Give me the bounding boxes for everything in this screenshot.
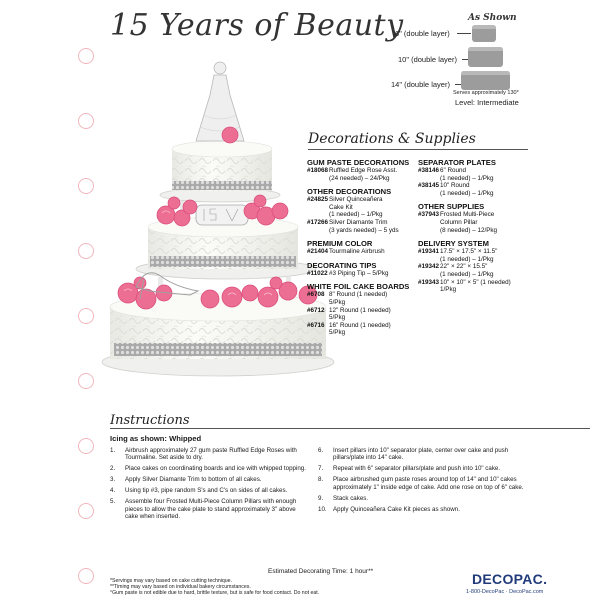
item-desc: 22" × 22" × 15.5" (1 needed) – 1/Pkg (440, 263, 494, 278)
steps-left (110, 447, 310, 524)
item-code: #38146 (418, 167, 440, 174)
step-number: 7. (318, 465, 324, 473)
steps-right (318, 447, 528, 517)
supply-item (307, 322, 415, 337)
supply-item (307, 167, 415, 182)
step-item (318, 506, 528, 513)
item-desc: #3 Piping Tip – 5/Pkg (329, 269, 389, 277)
step-text: Place cakes on coordinating boards and ice with whipped topping. (125, 465, 306, 473)
section-heading: OTHER DECORATIONS (307, 187, 392, 197)
tier-label-14: 14" (double layer) (391, 80, 450, 89)
skill-level: Level: Intermediate (455, 98, 519, 107)
step-text: Assemble four Frosted Multi-Piece Column Pillars with enough pieces to allow the cake plate to stand approximately 3" above cake when inserted. (125, 498, 297, 521)
section-heading: OTHER SUPPLIES (418, 202, 485, 212)
item-code: #17266 (307, 218, 329, 226)
binder-hole (78, 113, 94, 129)
step-text: Stack cakes. (333, 494, 369, 502)
item-desc: 6" Round (1 needed) – 1/Pkg (440, 167, 494, 182)
step-item (110, 447, 310, 462)
section-heading: PREMIUM COLOR (307, 239, 373, 249)
item-desc: 17.5" × 17.5" × 11.5" (1 needed) – 1/Pkg (440, 248, 498, 263)
step-number: 8. (318, 476, 324, 484)
item-code: #19342 (418, 263, 440, 271)
tier-shape-10 (468, 47, 503, 67)
item-desc: 10" Round (1 needed) – 1/Pkg (440, 182, 494, 197)
supply-item (418, 211, 533, 234)
supply-item (418, 248, 533, 263)
step-text: Repeat with 6" separator pillars/plate and push into 10" cake. (333, 465, 501, 473)
footnotes (110, 578, 319, 596)
page-title: 15 Years of Beauty (110, 8, 404, 43)
supply-item (418, 263, 533, 278)
step-item (110, 465, 310, 472)
step-number: 6. (318, 447, 324, 454)
item-desc: Tourmaline Airbrush (329, 248, 385, 256)
binder-hole (78, 438, 94, 454)
item-desc: Ruffled Edge Rose Asst. (24 needed) – 24/Pkg (329, 167, 398, 182)
step-item (318, 465, 528, 472)
step-text: Apply Quinceañera Cake Kit pieces as shown. (333, 505, 460, 513)
item-code: #11022 (307, 269, 328, 277)
supply-item (307, 291, 415, 306)
step-text: Airbrush approximately 27 gum paste Ruffled Edge Roses with Tourmaline. Set aside to dry. (125, 447, 297, 462)
step-text: Apply Silver Diamante Trim to bottom of all cakes. (125, 476, 262, 484)
footnote: *Servings may vary based on cake cutting technique. (110, 578, 232, 584)
item-code: #19343 (418, 278, 440, 286)
step-text: Place airbrushed gum paste roses around top of 14" and 10" cakes approximately 1" inside edge of cake. Add one rose on top of 6" cake. (333, 476, 524, 491)
brand-logo: DECOPAC. (472, 571, 548, 587)
step-item (318, 495, 528, 502)
step-item (110, 487, 310, 494)
section-heading: DECORATING TIPS (307, 260, 377, 270)
divider (308, 149, 528, 150)
item-desc: 16" Round (1 needed) 5/Pkg (329, 321, 391, 337)
item-desc: 12" Round (1 needed) 5/Pkg (329, 306, 391, 322)
supply-item (418, 279, 533, 294)
binder-hole (78, 243, 94, 259)
section-heading: SEPARATOR PLATES (418, 158, 496, 167)
step-item (110, 476, 310, 483)
item-desc: 10" × 10" × 5" (1 needed) 1/Pkg (440, 278, 511, 294)
item-code: #19341 (418, 248, 440, 256)
step-number: 1. (110, 447, 116, 454)
section-heading: WHITE FOIL CAKE BOARDS (307, 282, 410, 292)
supply-item (307, 307, 415, 322)
item-code: #21404 (307, 248, 329, 256)
tier-pointer (457, 33, 471, 34)
item-code: #6716 (307, 321, 325, 329)
item-desc: Silver Quinceañera Cake Kit (1 needed) – 1/Pkg (329, 196, 383, 219)
item-code: #24825 (307, 196, 329, 204)
icing-note: Icing as shown: Whipped (110, 434, 202, 443)
tier-shape-6 (472, 25, 496, 42)
item-desc: Silver Diamante Trim (3 yards needed) – 5 yds (329, 218, 399, 234)
supply-item (307, 219, 415, 234)
supply-item (418, 167, 533, 182)
estimated-time: Estimated Decorating Time: 1 hour** (268, 568, 374, 575)
item-desc: Frosted Multi-Piece Column Pillar (8 needed) – 12/Pkg (440, 211, 498, 234)
binder-hole (78, 503, 94, 519)
supplies-right-column (418, 158, 533, 294)
step-text: Using tip #3, pipe random S's and C's on sides of all cakes. (125, 487, 288, 495)
step-text: Insert pillars into 10" separator plate, center over cake and push pillars/plate into 14" cake. (333, 447, 509, 462)
step-number: 3. (110, 476, 116, 484)
servings-note: Serves approximately 130* (453, 90, 519, 96)
binder-hole (78, 178, 94, 194)
section-heading: DELIVERY SYSTEM (418, 239, 489, 249)
section-heading: GUM PASTE DECORATIONS (307, 158, 410, 167)
step-number: 5. (110, 498, 116, 506)
item-code: #18068 (307, 167, 329, 174)
binder-hole (78, 373, 94, 389)
step-number: 10. (318, 505, 327, 513)
supply-item (307, 248, 415, 256)
supply-item (307, 270, 415, 278)
supplies-heading: Decorations & Supplies (308, 131, 476, 147)
divider (110, 428, 590, 429)
instructions-heading: Instructions (110, 413, 190, 428)
binder-hole (78, 308, 94, 324)
footnote: °Gum paste is not edible due to hard, brittle texture, but is safe for food contact. Do not eat. (110, 590, 320, 596)
supply-item (307, 196, 415, 219)
as-shown-label: As Shown (468, 13, 517, 23)
binder-hole (78, 568, 94, 584)
step-number: 2. (110, 465, 116, 473)
supply-item (418, 182, 533, 197)
item-code: #6708 (307, 291, 325, 299)
item-desc: 8" Round (1 needed) 5/Pkg (329, 291, 388, 306)
step-item (318, 476, 528, 491)
footnote: **Timing may vary based on individual bakery circumstances. (110, 584, 251, 590)
binder-hole (78, 48, 94, 64)
item-code: #38145 (418, 182, 440, 190)
step-item (110, 498, 310, 520)
step-number: 4. (110, 487, 116, 495)
item-code: #37943 (418, 211, 440, 219)
step-item (318, 447, 528, 462)
tier-label-10: 10" (double layer) (398, 55, 457, 64)
tier-label-6: 6" (double layer) (395, 29, 450, 38)
supplies-left-column (307, 158, 415, 337)
item-code: #6712 (307, 306, 325, 314)
brand-contact: 1-800-DecoPac · DecoPac.com (466, 589, 544, 595)
tier-shape-14 (461, 71, 510, 90)
step-number: 9. (318, 494, 324, 502)
